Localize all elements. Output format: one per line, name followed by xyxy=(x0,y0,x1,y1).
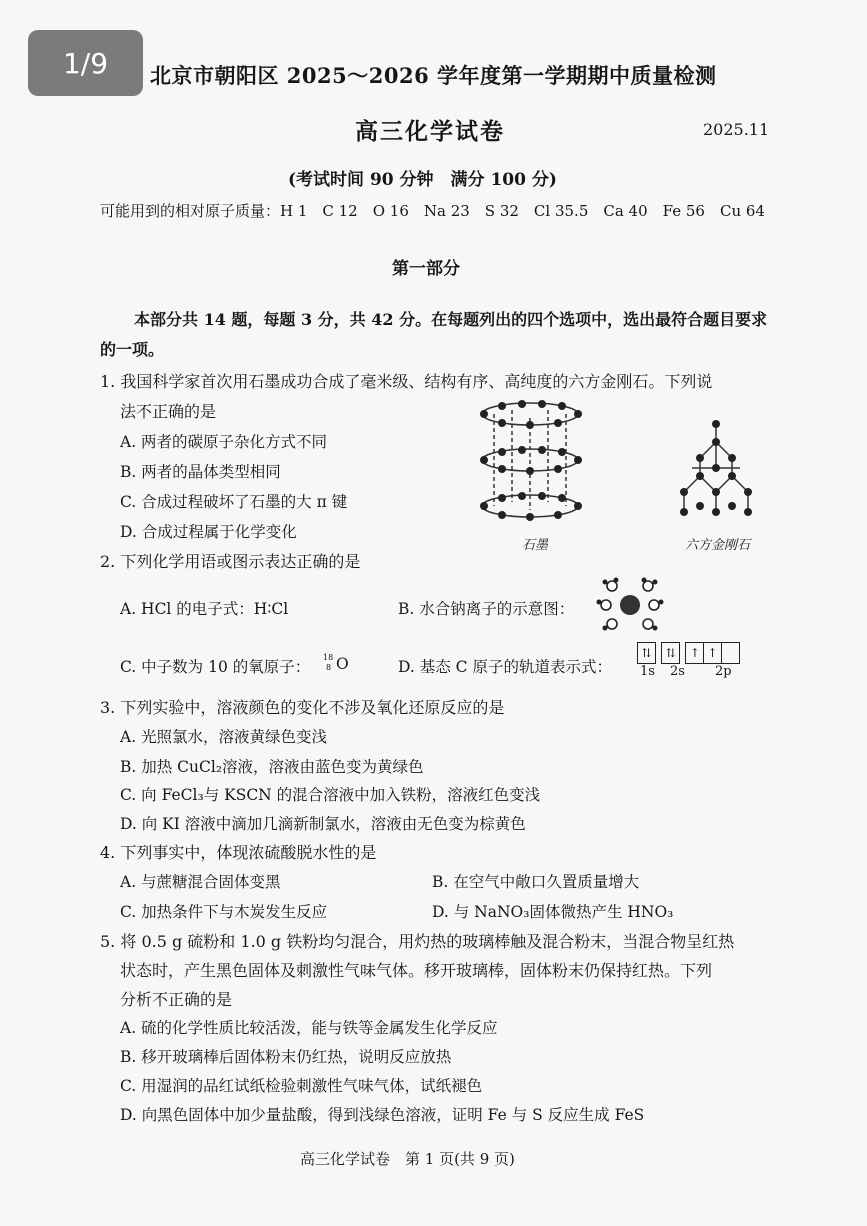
q2-c-mass-number: 18 xyxy=(323,653,334,662)
q3-option-d: D. 向 KI 溶液中滴加几滴新制氯水，溶液由无色变为棕黄色 xyxy=(120,815,526,833)
orbital-box-2p-3 xyxy=(721,642,740,664)
q4-option-a: A. 与蔗糖混合固体变黑 xyxy=(120,873,281,891)
q5-option-b: B. 移开玻璃棒后固体粉末仍红热，说明反应放热 xyxy=(120,1048,452,1066)
hexagonal-diamond-structure-figure xyxy=(672,418,762,528)
orbital-box-1s: ⇅ xyxy=(637,642,656,664)
q5-option-d: D. 向黑色固体中加少量盐酸，得到浅绿色溶液，证明 Fe 与 S 反应生成 FeS xyxy=(120,1106,645,1124)
q1-option-a: A. 两者的碳原子杂化方式不同 xyxy=(120,433,328,451)
q4-option-d: D. 与 NaNO₃固体微热产生 HNO₃ xyxy=(432,903,674,921)
part-title: 第一部分 xyxy=(392,259,460,279)
page-footer: 高三化学试卷 第 1 页(共 9 页) xyxy=(300,1150,515,1168)
part-intro: 本部分共 14 题，每题 3 分，共 42 分。在每题列出的四个选项中，选出最符合题目要求的一项。 xyxy=(100,310,768,359)
orbital-label-2s: 2s xyxy=(670,664,685,679)
q1-option-b: B. 两者的晶体类型相同 xyxy=(120,463,281,481)
q5-stem-line3: 分析不正确的是 xyxy=(120,990,233,1009)
atomic-masses: 可能用到的相对原子质量：H 1 C 12 O 16 Na 23 S 32 Cl 35.5 Ca 40 Fe 56 Cu 64 xyxy=(100,202,765,220)
exam-info: (考试时间 90 分钟 满分 100 分) xyxy=(288,170,557,190)
q3-stem: 3. 下列实验中，溶液颜色的变化不涉及氧化还原反应的是 xyxy=(100,698,505,717)
hydrated-sodium-ion-figure xyxy=(594,574,666,636)
orbital-label-2p: 2p xyxy=(715,664,732,679)
q2-option-a: A. HCl 的电子式：H∶Cl xyxy=(120,600,289,618)
q1-stem-line2: 法不正确的是 xyxy=(120,402,217,421)
q4-option-b: B. 在空气中敞口久置质量增大 xyxy=(432,873,640,891)
q5-stem-line1: 5. 将 0.5 g 硫粉和 1.0 g 铁粉均匀混合，用灼热的玻璃棒触及混合粉末，当混合物呈红热 xyxy=(100,932,735,951)
q3-option-c: C. 向 FeCl₃与 KSCN 的混合溶液中加入铁粉，溶液红色变浅 xyxy=(120,786,541,804)
q1-stem-line1: 1. 我国科学家首次用石墨成功合成了毫米级、结构有序、高纯度的六方金刚石。下列说 xyxy=(100,372,713,391)
page-title: 高三化学试卷 xyxy=(355,118,505,145)
q4-stem: 4. 下列事实中，体现浓硫酸脱水性的是 xyxy=(100,843,377,862)
q2-option-d: D. 基态 C 原子的轨道表示式： xyxy=(398,658,612,676)
q2-option-b: B. 水合钠离子的示意图： xyxy=(398,600,575,618)
q2-option-c: C. 中子数为 10 的氧原子： xyxy=(120,658,311,676)
q5-stem-line2: 状态时，产生黑色固体及刺激性气味气体。移开玻璃棒，固体粉末仍保持红热。下列 xyxy=(120,961,713,980)
orbital-diagram xyxy=(637,642,738,664)
orbital-label-1s: 1s xyxy=(640,664,655,679)
hexagonal-diamond-caption: 六方金刚石 xyxy=(685,538,751,553)
q2-stem: 2. 下列化学用语或图示表达正确的是 xyxy=(100,552,361,571)
q3-option-b: B. 加热 CuCl₂溶液，溶液由蓝色变为黄绿色 xyxy=(120,758,424,776)
q5-option-a: A. 硫的化学性质比较活泼，能与铁等金属发生化学反应 xyxy=(120,1019,498,1037)
q1-option-d: D. 合成过程属于化学变化 xyxy=(120,523,297,541)
exam-date: 2025.11 xyxy=(703,120,770,139)
orbital-box-2p-1: ↑ xyxy=(685,642,704,664)
q5-option-c: C. 用湿润的品红试纸检验刺激性气味气体，试纸褪色 xyxy=(120,1077,483,1095)
page-badge: 1/9 xyxy=(28,30,143,96)
orbital-box-2s: ⇅ xyxy=(661,642,680,664)
q4-option-c: C. 加热条件下与木炭发生反应 xyxy=(120,903,328,921)
q1-option-c: C. 合成过程破坏了石墨的大 π 键 xyxy=(120,493,348,511)
q3-option-a: A. 光照氯水，溶液黄绿色变浅 xyxy=(120,728,328,746)
exam-header: 北京市朝阳区 2025～2026 学年度第一学期期中质量检测 xyxy=(150,63,717,88)
q2-c-atomic-number: 8 xyxy=(326,663,332,672)
q2-c-symbol: O xyxy=(336,655,349,673)
orbital-box-2p-2: ↑ xyxy=(703,642,722,664)
graphite-caption: 石墨 xyxy=(522,538,549,553)
graphite-structure-figure xyxy=(472,396,592,526)
